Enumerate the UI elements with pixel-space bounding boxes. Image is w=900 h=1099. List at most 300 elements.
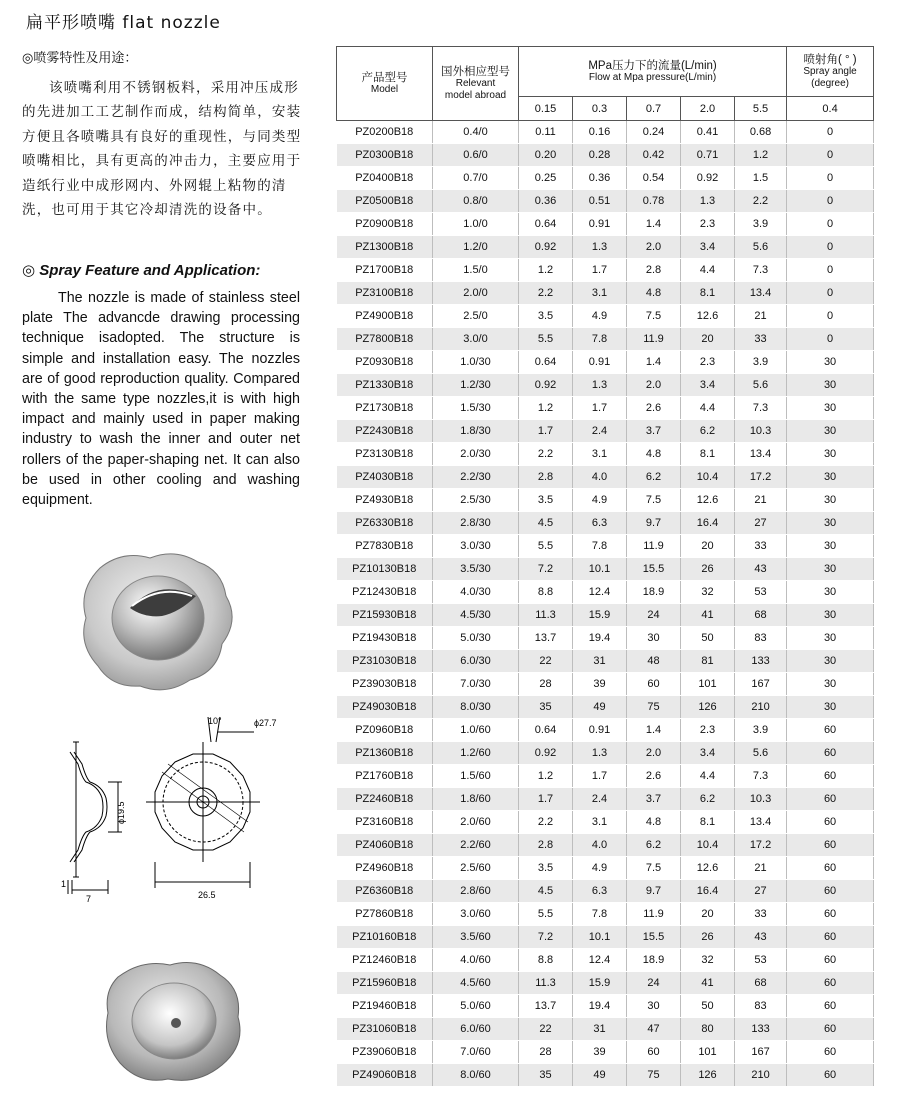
- cell-flow-0-3: 3.1: [573, 443, 627, 466]
- cell-abroad-model: 6.0/60: [433, 1018, 519, 1041]
- cell-flow-2-0: 2.3: [681, 213, 735, 236]
- cell-flow-5-5: 7.3: [735, 397, 787, 420]
- cell-model: PZ1360B18: [337, 742, 433, 765]
- cell-flow-5-5: 7.3: [735, 259, 787, 282]
- cell-flow-5-5: 13.4: [735, 282, 787, 305]
- cell-flow-5-5: 210: [735, 696, 787, 719]
- table-row: [337, 949, 874, 972]
- cell-flow-5-5: 83: [735, 995, 787, 1018]
- cell-flow-5-5: 43: [735, 926, 787, 949]
- cell-flow-0-7: 0.78: [627, 190, 681, 213]
- cell-model: PZ10130B18: [337, 558, 433, 581]
- cell-flow-2-0: 6.2: [681, 788, 735, 811]
- cell-flow-0-15: 1.7: [519, 788, 573, 811]
- cell-model: PZ3130B18: [337, 443, 433, 466]
- cell-abroad-model: 1.5/30: [433, 397, 519, 420]
- cell-flow-2-0: 50: [681, 995, 735, 1018]
- cell-flow-0-15: 28: [519, 1041, 573, 1064]
- cell-abroad-model: 1.0/0: [433, 213, 519, 236]
- cell-abroad-model: 1.0/60: [433, 719, 519, 742]
- cell-spray-angle: 60: [787, 972, 874, 995]
- cell-flow-2-0: 4.4: [681, 259, 735, 282]
- cell-abroad-model: 2.5/30: [433, 489, 519, 512]
- cell-flow-5-5: 13.4: [735, 443, 787, 466]
- cell-flow-2-0: 3.4: [681, 742, 735, 765]
- cell-spray-angle: 30: [787, 397, 874, 420]
- cell-model: PZ6360B18: [337, 880, 433, 903]
- cell-flow-5-5: 21: [735, 857, 787, 880]
- cell-model: PZ0900B18: [337, 213, 433, 236]
- cell-flow-5-5: 27: [735, 512, 787, 535]
- angle-header-cn: 喷射角( ° ): [803, 53, 857, 66]
- cell-flow-5-5: 3.9: [735, 719, 787, 742]
- cell-abroad-model: 2.2/30: [433, 466, 519, 489]
- table-row: [337, 765, 874, 788]
- cell-abroad-model: 1.8/30: [433, 420, 519, 443]
- cell-flow-0-7: 2.0: [627, 742, 681, 765]
- dim-label-7: 7: [86, 894, 92, 904]
- cell-flow-0-3: 31: [573, 1018, 627, 1041]
- cell-flow-2-0: 6.2: [681, 420, 735, 443]
- cell-flow-0-3: 7.8: [573, 903, 627, 926]
- cell-flow-0-15: 28: [519, 673, 573, 696]
- cell-abroad-model: 1.5/0: [433, 259, 519, 282]
- cell-flow-5-5: 17.2: [735, 466, 787, 489]
- cell-flow-0-15: 13.7: [519, 995, 573, 1018]
- cell-flow-0-3: 0.91: [573, 351, 627, 374]
- cell-flow-5-5: 10.3: [735, 420, 787, 443]
- nozzle-photo-bottom: [98, 955, 248, 1090]
- abroad-header-en2: model abroad: [444, 89, 507, 101]
- cell-flow-0-15: 1.2: [519, 259, 573, 282]
- cell-flow-2-0: 4.4: [681, 397, 735, 420]
- cell-flow-0-15: 11.3: [519, 972, 573, 995]
- cell-spray-angle: 30: [787, 351, 874, 374]
- cell-flow-0-15: 3.5: [519, 857, 573, 880]
- pressure-header: 0.15: [519, 97, 573, 121]
- pressure-header: 5.5: [735, 97, 787, 121]
- cell-flow-0-15: 1.2: [519, 397, 573, 420]
- cell-abroad-model: 8.0/60: [433, 1064, 519, 1087]
- cell-flow-2-0: 4.4: [681, 765, 735, 788]
- table-row: [337, 627, 874, 650]
- cell-flow-0-7: 7.5: [627, 305, 681, 328]
- cell-flow-0-15: 2.2: [519, 443, 573, 466]
- cell-flow-0-15: 2.8: [519, 466, 573, 489]
- cell-flow-0-3: 49: [573, 696, 627, 719]
- cell-flow-5-5: 83: [735, 627, 787, 650]
- cell-abroad-model: 0.7/0: [433, 167, 519, 190]
- cell-model: PZ7860B18: [337, 903, 433, 926]
- cell-abroad-model: 4.0/30: [433, 581, 519, 604]
- cell-spray-angle: 0: [787, 121, 874, 144]
- table-row: [337, 420, 874, 443]
- cell-flow-2-0: 26: [681, 558, 735, 581]
- section-heading-en: ◎ Spray Feature and Application:: [22, 262, 261, 279]
- cell-spray-angle: 60: [787, 903, 874, 926]
- cell-flow-0-3: 0.16: [573, 121, 627, 144]
- flow-header-cn: MPa压力下的流量(L/min): [588, 59, 717, 72]
- cell-spray-angle: 60: [787, 926, 874, 949]
- cell-flow-2-0: 8.1: [681, 282, 735, 305]
- cell-flow-2-0: 126: [681, 696, 735, 719]
- table-row: [337, 995, 874, 1018]
- cell-flow-0-7: 15.5: [627, 926, 681, 949]
- cell-flow-0-15: 0.92: [519, 742, 573, 765]
- cell-flow-0-7: 1.4: [627, 719, 681, 742]
- cell-spray-angle: 60: [787, 857, 874, 880]
- table-row: [337, 673, 874, 696]
- cell-flow-2-0: 26: [681, 926, 735, 949]
- cell-spray-angle: 60: [787, 949, 874, 972]
- cell-model: PZ15930B18: [337, 604, 433, 627]
- cell-flow-0-3: 1.3: [573, 374, 627, 397]
- cell-model: PZ0400B18: [337, 167, 433, 190]
- cell-model: PZ1300B18: [337, 236, 433, 259]
- angle-subheader: 0.4: [787, 97, 874, 121]
- cell-spray-angle: 30: [787, 374, 874, 397]
- cell-spray-angle: 30: [787, 581, 874, 604]
- cell-flow-0-3: 4.0: [573, 466, 627, 489]
- cell-flow-2-0: 41: [681, 604, 735, 627]
- cell-abroad-model: 2.5/60: [433, 857, 519, 880]
- cell-spray-angle: 60: [787, 880, 874, 903]
- cell-spray-angle: 30: [787, 696, 874, 719]
- cell-abroad-model: 3.5/60: [433, 926, 519, 949]
- cell-flow-0-3: 10.1: [573, 926, 627, 949]
- cell-flow-0-3: 0.28: [573, 144, 627, 167]
- table-row: [337, 282, 874, 305]
- cell-flow-0-3: 2.4: [573, 420, 627, 443]
- description-en: The nozzle is made of stainless steel plate The advancde drawing processing technique isadopted. The structure is simple and installation easy. The nozzles are of good reproduction quality. Compared with the same type nozzles,it is with high impact and mainly used in paper making industry to wash the inner and outer net rollers of the paper-shaping net. It can also be used in other cooling and washing equipment.: [22, 290, 300, 509]
- cell-flow-2-0: 16.4: [681, 512, 735, 535]
- cell-spray-angle: 30: [787, 420, 874, 443]
- table-row: [337, 696, 874, 719]
- cell-flow-2-0: 41: [681, 972, 735, 995]
- cell-flow-0-7: 60: [627, 1041, 681, 1064]
- cell-flow-0-7: 47: [627, 1018, 681, 1041]
- cell-flow-0-15: 0.92: [519, 236, 573, 259]
- cell-flow-0-15: 0.25: [519, 167, 573, 190]
- angle-header-en1: Spray angle: [803, 65, 857, 77]
- cell-flow-2-0: 16.4: [681, 880, 735, 903]
- cell-abroad-model: 2.5/0: [433, 305, 519, 328]
- cell-flow-0-7: 24: [627, 972, 681, 995]
- cell-flow-0-15: 4.5: [519, 880, 573, 903]
- cell-flow-0-3: 10.1: [573, 558, 627, 581]
- table-row: [337, 880, 874, 903]
- cell-spray-angle: 30: [787, 443, 874, 466]
- cell-flow-0-3: 0.36: [573, 167, 627, 190]
- cell-flow-5-5: 133: [735, 650, 787, 673]
- cell-flow-0-7: 75: [627, 1064, 681, 1087]
- cell-model: PZ39030B18: [337, 673, 433, 696]
- cell-model: PZ1330B18: [337, 374, 433, 397]
- table-row: [337, 305, 874, 328]
- cell-spray-angle: 60: [787, 1064, 874, 1087]
- cell-flow-0-3: 1.3: [573, 742, 627, 765]
- cell-flow-2-0: 126: [681, 1064, 735, 1087]
- table-row: [337, 535, 874, 558]
- cell-flow-5-5: 5.6: [735, 374, 787, 397]
- cell-flow-0-7: 30: [627, 995, 681, 1018]
- cell-flow-0-7: 0.24: [627, 121, 681, 144]
- cell-flow-0-15: 0.64: [519, 719, 573, 742]
- cell-flow-0-15: 22: [519, 1018, 573, 1041]
- cell-flow-0-7: 2.6: [627, 765, 681, 788]
- table-row: [337, 328, 874, 351]
- cell-abroad-model: 0.8/0: [433, 190, 519, 213]
- cell-abroad-model: 1.0/30: [433, 351, 519, 374]
- cell-flow-5-5: 0.68: [735, 121, 787, 144]
- cell-flow-0-7: 30: [627, 627, 681, 650]
- cell-abroad-model: 1.5/60: [433, 765, 519, 788]
- cell-model: PZ0300B18: [337, 144, 433, 167]
- cell-flow-0-3: 1.7: [573, 259, 627, 282]
- table-row: [337, 903, 874, 926]
- cell-flow-0-3: 39: [573, 673, 627, 696]
- cell-model: PZ1730B18: [337, 397, 433, 420]
- cell-flow-2-0: 8.1: [681, 811, 735, 834]
- table-row: [337, 558, 874, 581]
- cell-flow-0-3: 12.4: [573, 949, 627, 972]
- cell-flow-0-15: 2.2: [519, 282, 573, 305]
- cell-flow-5-5: 13.4: [735, 811, 787, 834]
- cell-flow-0-7: 3.7: [627, 420, 681, 443]
- cell-flow-2-0: 3.4: [681, 374, 735, 397]
- cell-flow-0-7: 48: [627, 650, 681, 673]
- cell-flow-0-7: 3.7: [627, 788, 681, 811]
- cell-abroad-model: 4.5/30: [433, 604, 519, 627]
- cell-abroad-model: 6.0/30: [433, 650, 519, 673]
- cell-flow-0-7: 2.0: [627, 236, 681, 259]
- cell-spray-angle: 0: [787, 190, 874, 213]
- cell-abroad-model: 2.0/30: [433, 443, 519, 466]
- table-row: [337, 236, 874, 259]
- table-row: [337, 719, 874, 742]
- cell-flow-0-15: 0.92: [519, 374, 573, 397]
- cell-flow-0-15: 2.8: [519, 834, 573, 857]
- cell-spray-angle: 30: [787, 558, 874, 581]
- dim-label-19-5: ϕ19.5: [116, 801, 126, 824]
- cell-flow-0-3: 3.1: [573, 811, 627, 834]
- table-row: [337, 397, 874, 420]
- table-row: [337, 259, 874, 282]
- model-header-en: Model: [370, 83, 399, 95]
- cell-model: PZ39060B18: [337, 1041, 433, 1064]
- cell-flow-5-5: 5.6: [735, 742, 787, 765]
- cell-model: PZ0930B18: [337, 351, 433, 374]
- cell-spray-angle: 60: [787, 995, 874, 1018]
- cell-flow-0-3: 1.7: [573, 765, 627, 788]
- cell-flow-0-15: 7.2: [519, 926, 573, 949]
- cell-flow-0-3: 4.9: [573, 305, 627, 328]
- cell-model: PZ12430B18: [337, 581, 433, 604]
- cell-flow-2-0: 20: [681, 903, 735, 926]
- cell-flow-0-3: 39: [573, 1041, 627, 1064]
- cell-flow-2-0: 80: [681, 1018, 735, 1041]
- table-row: [337, 857, 874, 880]
- cell-abroad-model: 2.0/0: [433, 282, 519, 305]
- cell-spray-angle: 30: [787, 512, 874, 535]
- cell-abroad-model: 8.0/30: [433, 696, 519, 719]
- cell-flow-0-3: 6.3: [573, 512, 627, 535]
- cell-flow-0-3: 7.8: [573, 535, 627, 558]
- cell-abroad-model: 3.0/60: [433, 903, 519, 926]
- cell-flow-5-5: 210: [735, 1064, 787, 1087]
- cell-flow-0-7: 6.2: [627, 466, 681, 489]
- cell-spray-angle: 0: [787, 167, 874, 190]
- cell-flow-2-0: 32: [681, 949, 735, 972]
- page-title: 扁平形喷嘴 flat nozzle: [26, 13, 221, 33]
- cell-spray-angle: 60: [787, 788, 874, 811]
- cell-flow-0-7: 2.8: [627, 259, 681, 282]
- cell-flow-2-0: 10.4: [681, 834, 735, 857]
- cell-model: PZ4900B18: [337, 305, 433, 328]
- cell-flow-0-15: 2.2: [519, 811, 573, 834]
- cell-flow-5-5: 21: [735, 489, 787, 512]
- pressure-header: 0.3: [573, 97, 627, 121]
- cell-flow-0-3: 31: [573, 650, 627, 673]
- model-header-cn: 产品型号: [361, 71, 408, 84]
- table-row: [337, 489, 874, 512]
- cell-flow-5-5: 5.6: [735, 236, 787, 259]
- cell-flow-2-0: 3.4: [681, 236, 735, 259]
- cell-flow-0-3: 1.7: [573, 397, 627, 420]
- cell-abroad-model: 1.2/30: [433, 374, 519, 397]
- cell-flow-0-7: 7.5: [627, 857, 681, 880]
- cell-model: PZ31030B18: [337, 650, 433, 673]
- cell-flow-0-15: 1.7: [519, 420, 573, 443]
- cell-flow-0-15: 4.5: [519, 512, 573, 535]
- cell-flow-0-7: 15.5: [627, 558, 681, 581]
- abroad-header: [433, 47, 519, 121]
- cell-model: PZ7800B18: [337, 328, 433, 351]
- cell-spray-angle: 60: [787, 765, 874, 788]
- cell-spray-angle: 30: [787, 489, 874, 512]
- table-row: [337, 466, 874, 489]
- cell-model: PZ3100B18: [337, 282, 433, 305]
- cell-model: PZ10160B18: [337, 926, 433, 949]
- flow-header-en: Flow at Mpa pressure(L/min): [588, 71, 717, 83]
- cell-flow-0-7: 75: [627, 696, 681, 719]
- cell-flow-2-0: 1.3: [681, 190, 735, 213]
- cell-flow-0-3: 0.91: [573, 719, 627, 742]
- cell-flow-0-7: 0.54: [627, 167, 681, 190]
- cell-flow-0-7: 0.42: [627, 144, 681, 167]
- cell-flow-2-0: 12.6: [681, 857, 735, 880]
- cell-flow-0-15: 7.2: [519, 558, 573, 581]
- cell-model: PZ19430B18: [337, 627, 433, 650]
- cell-flow-0-7: 1.4: [627, 351, 681, 374]
- cell-spray-angle: 60: [787, 719, 874, 742]
- cell-flow-2-0: 12.6: [681, 305, 735, 328]
- cell-flow-0-7: 7.5: [627, 489, 681, 512]
- table-row: [337, 190, 874, 213]
- cell-abroad-model: 0.4/0: [433, 121, 519, 144]
- table-row: [337, 788, 874, 811]
- cell-model: PZ31060B18: [337, 1018, 433, 1041]
- table-row: [337, 926, 874, 949]
- cell-flow-0-3: 0.91: [573, 213, 627, 236]
- table-row: [337, 1064, 874, 1087]
- cell-flow-0-3: 15.9: [573, 604, 627, 627]
- cell-model: PZ0500B18: [337, 190, 433, 213]
- cell-flow-0-15: 5.5: [519, 903, 573, 926]
- table-row: [337, 1018, 874, 1041]
- cell-flow-5-5: 27: [735, 880, 787, 903]
- cell-flow-0-3: 4.0: [573, 834, 627, 857]
- cell-model: PZ4930B18: [337, 489, 433, 512]
- cell-abroad-model: 1.8/60: [433, 788, 519, 811]
- cell-flow-5-5: 7.3: [735, 765, 787, 788]
- cell-flow-2-0: 2.3: [681, 351, 735, 374]
- cell-flow-0-7: 60: [627, 673, 681, 696]
- cell-model: PZ2430B18: [337, 420, 433, 443]
- cell-flow-2-0: 0.71: [681, 144, 735, 167]
- cell-flow-2-0: 20: [681, 328, 735, 351]
- cell-flow-0-15: 8.8: [519, 949, 573, 972]
- cell-flow-5-5: 33: [735, 328, 787, 351]
- pressure-header: 0.7: [627, 97, 681, 121]
- cell-flow-0-3: 7.8: [573, 328, 627, 351]
- cell-flow-0-15: 35: [519, 696, 573, 719]
- cell-flow-0-3: 0.51: [573, 190, 627, 213]
- cell-spray-angle: 30: [787, 466, 874, 489]
- pressure-header: 2.0: [681, 97, 735, 121]
- cell-flow-0-7: 11.9: [627, 328, 681, 351]
- cell-flow-0-3: 2.4: [573, 788, 627, 811]
- cell-abroad-model: 7.0/60: [433, 1041, 519, 1064]
- cell-model: PZ4960B18: [337, 857, 433, 880]
- cell-model: PZ6330B18: [337, 512, 433, 535]
- cell-flow-0-7: 4.8: [627, 443, 681, 466]
- cell-flow-5-5: 167: [735, 1041, 787, 1064]
- cell-flow-0-15: 5.5: [519, 535, 573, 558]
- cell-flow-5-5: 53: [735, 949, 787, 972]
- table-row: [337, 742, 874, 765]
- cell-abroad-model: 5.0/30: [433, 627, 519, 650]
- cell-spray-angle: 0: [787, 213, 874, 236]
- table-row: [337, 604, 874, 627]
- cell-flow-2-0: 8.1: [681, 443, 735, 466]
- cell-abroad-model: 0.6/0: [433, 144, 519, 167]
- cell-flow-5-5: 167: [735, 673, 787, 696]
- cell-abroad-model: 4.5/60: [433, 972, 519, 995]
- cell-abroad-model: 3.5/30: [433, 558, 519, 581]
- table-row: [337, 144, 874, 167]
- table-row: [337, 1041, 874, 1064]
- cell-flow-2-0: 32: [681, 581, 735, 604]
- cell-spray-angle: 0: [787, 282, 874, 305]
- dim-label-27-7: ϕ27.7: [254, 718, 277, 728]
- cell-flow-5-5: 43: [735, 558, 787, 581]
- cell-spray-angle: 60: [787, 834, 874, 857]
- cell-flow-0-15: 22: [519, 650, 573, 673]
- cell-flow-2-0: 20: [681, 535, 735, 558]
- table-row: [337, 374, 874, 397]
- cell-flow-0-3: 3.1: [573, 282, 627, 305]
- cell-flow-5-5: 33: [735, 535, 787, 558]
- cell-flow-0-15: 0.36: [519, 190, 573, 213]
- cell-model: PZ12460B18: [337, 949, 433, 972]
- cell-flow-5-5: 2.2: [735, 190, 787, 213]
- cell-spray-angle: 0: [787, 236, 874, 259]
- cell-spray-angle: 0: [787, 305, 874, 328]
- cell-spray-angle: 60: [787, 742, 874, 765]
- cell-spray-angle: 30: [787, 535, 874, 558]
- cell-spray-angle: 30: [787, 673, 874, 696]
